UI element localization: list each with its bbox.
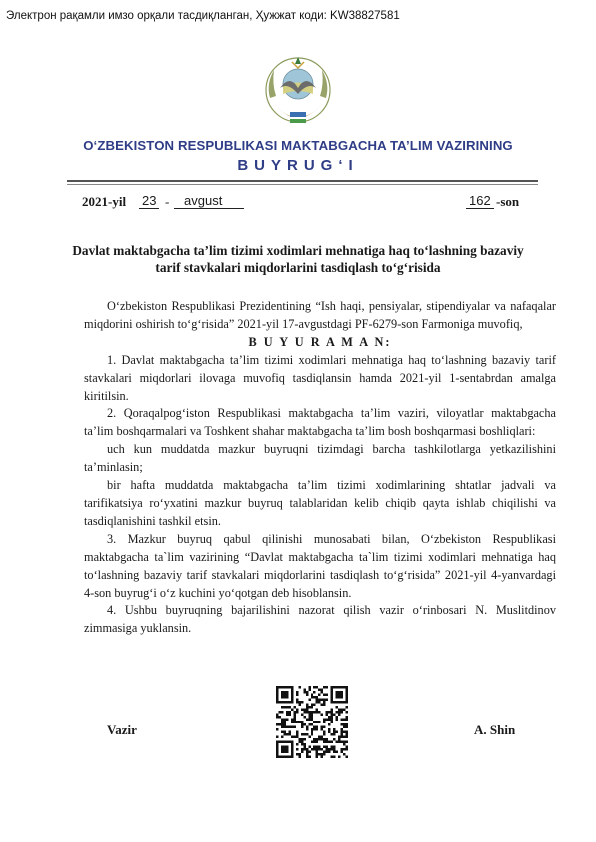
order-number-suffix: -son	[496, 194, 520, 209]
document-type-heading: BUYRUG‘I	[237, 157, 359, 174]
order-date-dash: -	[165, 194, 170, 209]
e-signature-note: Электрон рақамли имзо орқали тасдиқланган, Ҳужжат коди: KW38827581	[6, 10, 400, 22]
title-line-1: Davlat maktabgacha ta’lim tizimi xodimlari mehnatiga haq to‘lashning bazaviy	[72, 243, 524, 258]
order-month: avgust	[174, 193, 244, 209]
title-line-2: tarif stavkalari miqdorlarini tasdiqlash to‘g‘risida	[155, 260, 441, 275]
clause-1: 1. Davlat maktabgacha ta’lim tizimi xodimlari mehnatiga haq to‘lashning bazaviy tarif stavkalari miqdorlari ilovaga muvofiq tasdiqlansin hamda 2021-yil 1-sentabrdan amalga kiritilsin.	[84, 352, 556, 403]
order-year: 2021-yil	[82, 194, 127, 209]
clause-2: 2. Qoraqalpog‘iston Respublikasi maktabgacha ta’lim vaziri, viloyatlar maktabgacha ta’lim boshqarmalari va Toshkent shahar maktabgacha ta’lim bosh boshqarmasi boshliqlari:	[84, 406, 556, 439]
qr-code-icon	[276, 686, 348, 758]
document-title	[60, 242, 536, 276]
header-divider-thin	[67, 184, 538, 185]
ministry-heading: O‘ZBEKISTON RESPUBLIKASI MAKTABGACHA TA’LIM VAZIRINING	[83, 138, 513, 153]
order-day: 23	[139, 193, 159, 209]
clause-4: 4. Ushbu buyruqning bajarilishini nazorat qilish vazir o‘rinbosari N. Muslitdinov zimmasiga yuklansin.	[84, 603, 556, 636]
signatory-position: Vazir	[107, 722, 137, 737]
decree-word: B U Y U R A M A N:	[248, 334, 392, 349]
header-divider	[67, 180, 538, 182]
clause-2b: bir hafta muddatda maktabgacha ta’lim tizimi xodimlarining shtatlar jadvali va tarifikatsiya ro‘yxatini mazkur buyruq talablaridan kelib chiqib qayta ishlab chiqilishi va tasdiqlanishini tashkil etsin.	[84, 478, 556, 528]
preamble-paragraph: O‘zbekiston Respublikasi Prezidentining “Ish haqi, pensiyalar, stipendiyalar va nafaqalar miqdorini oshirish to‘g‘risida” 2021-yil 17-avgustdagi PF-6279-son Farmoniga muvofiq,	[84, 299, 556, 331]
clause-2a: uch kun muddatda mazkur buyruqni tizimdagi barcha tashkilotlarga yetkazilishini ta’minlasin;	[84, 442, 556, 475]
signatory-name: A. Shin	[474, 722, 516, 737]
clause-3: 3. Mazkur buyruq qabul qilinishi munosabati bilan, O‘zbekiston Respublikasi maktabgacha ta`lim vazirining “Davlat maktabgacha ta`lim tizimi xodimlari mehnatiga haq to‘lashning bazaviy tarif stavkalari miqdorlarini tasdiqlash to‘g‘risida” 2021-yil 4-yanvardagi 4-son buyrug‘i o‘z kuchini yo‘qotgan deb hisoblansin.	[84, 531, 556, 600]
document-body	[84, 298, 556, 638]
order-number: 162	[466, 193, 494, 209]
uzbekistan-state-emblem-icon	[262, 54, 334, 130]
